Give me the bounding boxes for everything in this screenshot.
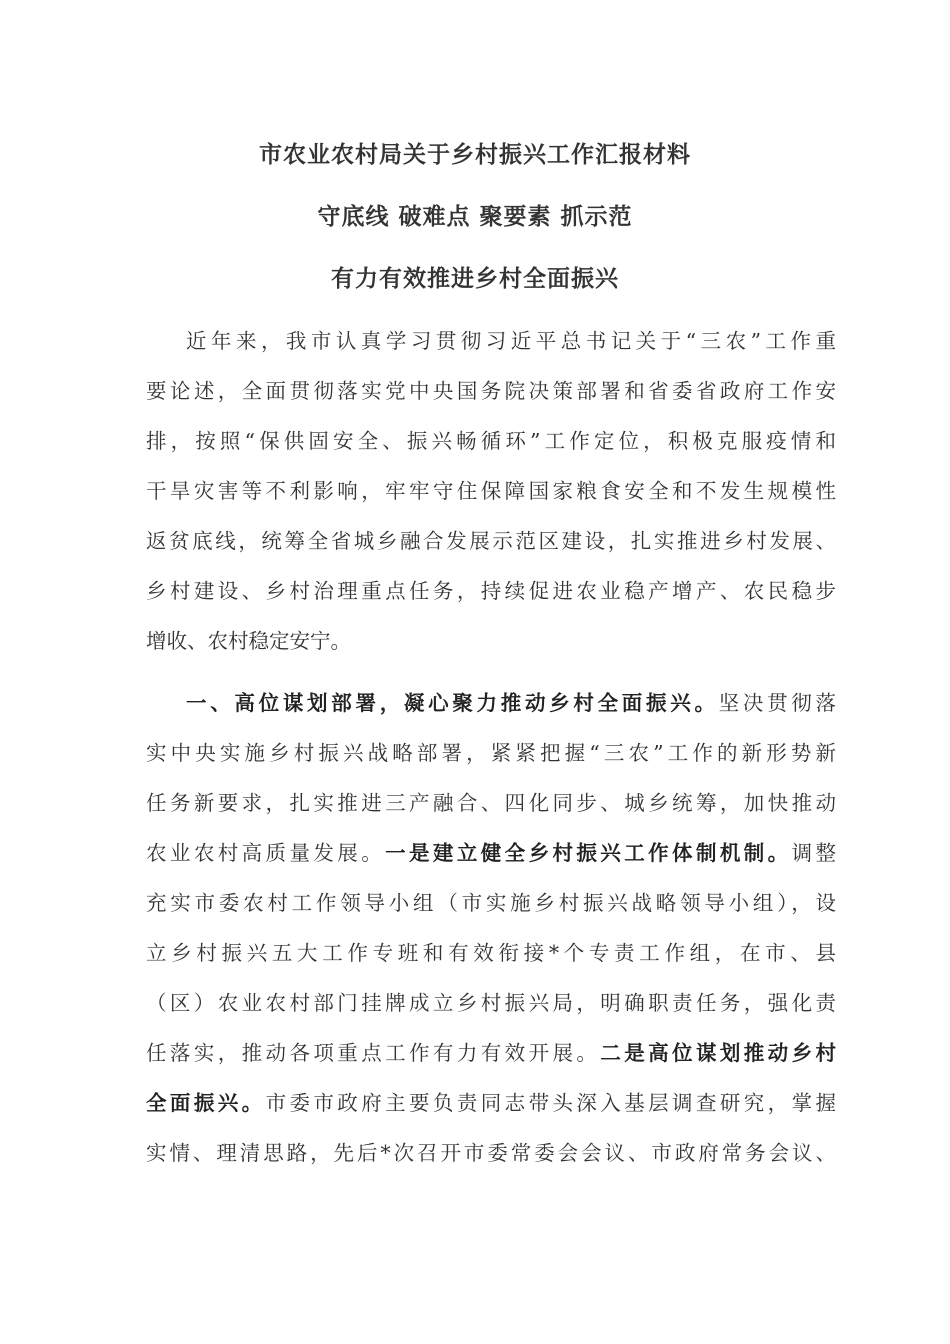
section1-line [146, 1088, 836, 1118]
intro-line: 乡村建设、乡村治理重点任务，持续促进农业稳产增产、农民稳步 [146, 579, 836, 603]
point-two-heading: 二是高位谋划推动乡村 [600, 1041, 837, 1065]
section1-line [186, 688, 836, 718]
document-title: 市农业农村局关于乡村振兴工作汇报材料 [259, 141, 691, 168]
intro-line: 近年来，我市认真学习贯彻习近平总书记关于“三农”工作重 [186, 329, 836, 353]
section1-text: 调整 [791, 841, 837, 865]
section1-line: 任务新要求，扎实推进三产融合、四化同步、城乡统筹，加快推动 [146, 791, 836, 815]
document-subtitle-1: 守底线 破难点 聚要素 抓示范 [317, 203, 633, 230]
section1-text: 农业农村高质量发展。 [146, 841, 386, 865]
intro-line: 干旱灾害等不利影响，牢牢守住保障国家粮食安全和不发生规模性 [146, 479, 836, 503]
section1-text: 任落实，推动各项重点工作有力有效开展。 [146, 1041, 601, 1065]
document-subtitle-2: 有力有效推进乡村全面振兴 [331, 265, 619, 292]
section1-line [146, 838, 836, 868]
intro-line: 增收、农村稳定安宁。 [146, 629, 351, 653]
section1-heading: 一、高位谋划部署，凝心聚力推动乡村全面振兴。 [186, 691, 719, 715]
intro-line: 返贫底线，统筹全省城乡融合发展示范区建设，扎实推进乡村发展、 [146, 529, 836, 553]
section1-line: 实中央实施乡村振兴战略部署，紧紧把握“三农”工作的新形势新 [146, 741, 836, 765]
section1-line [146, 1038, 836, 1068]
section1-line: （区）农业农村部门挂牌成立乡村振兴局，明确职责任务，强化责 [146, 991, 836, 1015]
section1-line: 立乡村振兴五大工作专班和有效衔接*个专责工作组，在市、县 [146, 941, 836, 965]
intro-line: 排，按照“保供固安全、振兴畅循环”工作定位，积极克服疫情和 [146, 429, 836, 453]
section1-line: 充实市委农村工作领导小组（市实施乡村振兴战略领导小组），设 [146, 891, 836, 915]
section1-text: 坚决贯彻落 [718, 691, 837, 715]
intro-line: 要论述，全面贯彻落实党中央国务院决策部署和省委省政府工作安 [146, 379, 836, 403]
point-one-heading: 一是建立健全乡村振兴工作体制机制。 [385, 841, 792, 865]
section1-line: 实情、理清思路，先后*次召开市委常委会会议、市政府常务会议、 [146, 1141, 836, 1165]
section1-text: 市委市政府主要负责同志带头深入基层调查研究，掌握 [265, 1091, 837, 1115]
point-two-heading: 全面振兴。 [146, 1091, 266, 1115]
